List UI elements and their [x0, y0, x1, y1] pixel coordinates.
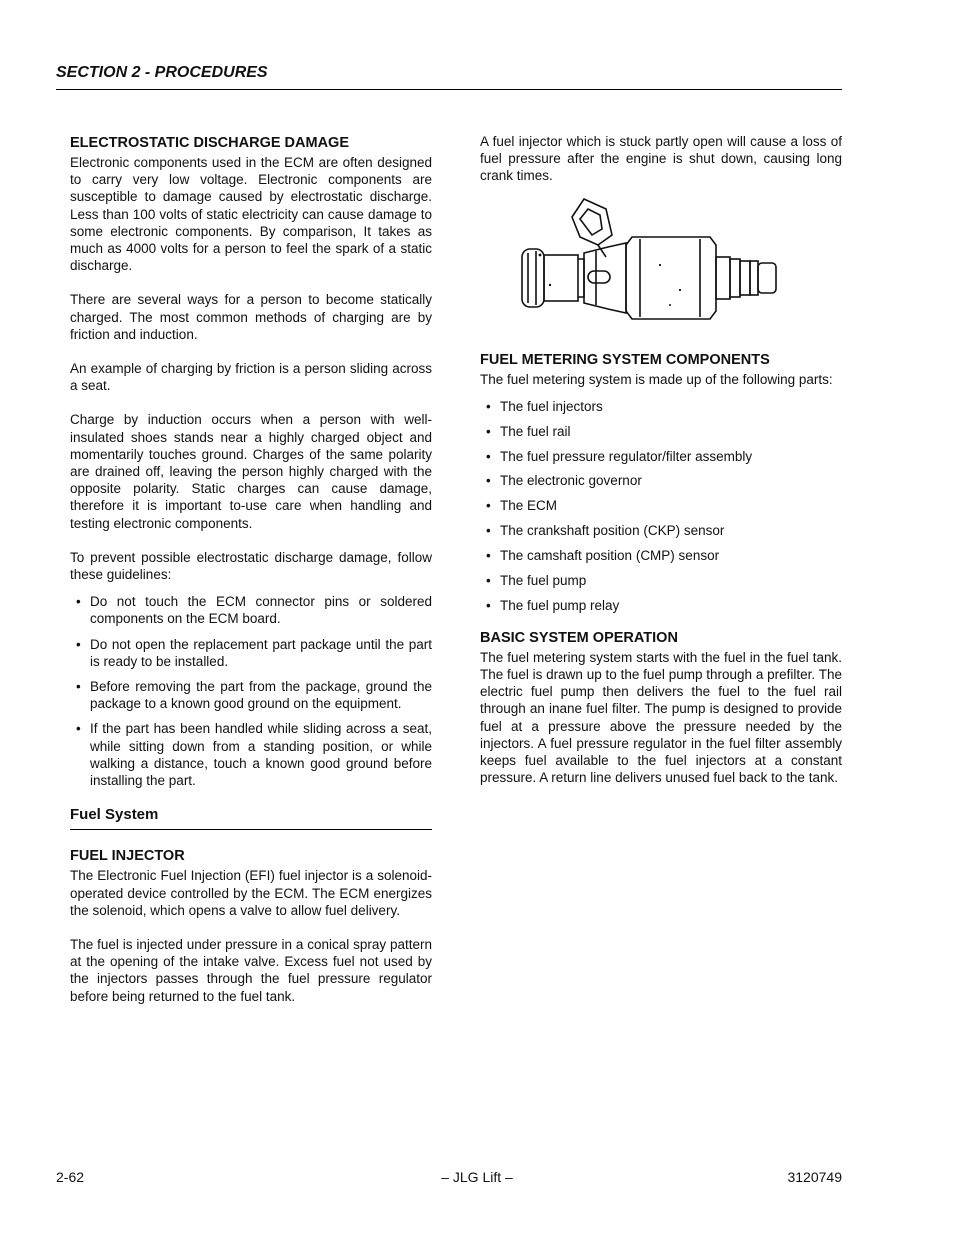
list-item: • The camshaft position (CMP) sensor — [486, 548, 720, 564]
esd-paragraph-4: Charge by induction occurs when a person with well-insulated shoes stands near a highly charged object and momentarily touches ground. Charges of the same polarity are drained off, leaving the person highly charged with the opposite polarity. Static charges can cause damage, therefore it is important to-use care when handling and testing electronic components. — [70, 412, 432, 531]
stuck-injector-paragraph: A fuel injector which is stuck partly open will cause a loss of fuel pressure after the engine is shut down, causing long crank times. — [480, 134, 842, 184]
right-column — [480, 133, 842, 786]
injector-paragraph-2: The fuel is injected under pressure in a conical spray pattern at the opening of the intake valve. Excess fuel not used by the injectors passes through the fuel pressure regulator before being returned to the fuel tank. — [70, 936, 432, 1004]
left-column — [70, 133, 432, 1005]
fuel-injector-heading: FUEL INJECTOR — [70, 848, 185, 865]
esd-heading: ELECTROSTATIC DISCHARGE DAMAGE — [70, 135, 349, 151]
list-item: • The fuel pump — [486, 573, 587, 589]
list-item: • The fuel injectors — [486, 398, 603, 414]
guidelines-list — [70, 593, 432, 789]
list-item: • Before removing the part from the package, ground the package to a known good ground on the equipment. — [76, 679, 432, 712]
list-item: • The fuel pump relay — [486, 597, 620, 613]
page-number: 2-62 — [56, 1169, 85, 1185]
fuel-injector-illustration — [480, 195, 842, 335]
esd-paragraph-2: There are several ways for a person to become statically charged. The most common methods of charging are by friction and induction. — [70, 292, 432, 342]
metering-intro: The fuel metering system is made up of the following parts: — [480, 371, 833, 387]
list-item: • The crankshaft position (CKP) sensor — [486, 523, 725, 539]
list-item: • Do not touch the ECM connector pins or soldered components on the ECM board. — [76, 594, 432, 627]
list-item: • The ECM — [486, 498, 558, 514]
fuel-system-title: Fuel System — [70, 806, 159, 824]
header-rule — [56, 89, 842, 90]
injector-paragraph-1: The Electronic Fuel Injection (EFI) fuel injector is a solenoid-operated device controlled by the ECM. The ECM energizes the solenoid, which opens a valve to allow fuel delivery. — [70, 868, 432, 918]
basic-operation-paragraph: The fuel metering system starts with the fuel in the fuel tank. The fuel is drawn up to the fuel pump through a prefilter. The electric fuel pump then delivers the fuel to the fuel rail through an inane fuel filter. The pump is designed to provide fuel at a pressure above the pressure needed by the injectors. A fuel pressure regulator in the fuel filter assembly keeps fuel available to the fuel injectors at a constant pressure. A return line delivers unused fuel back to the tank. — [480, 649, 842, 786]
list-item: • The electronic governor — [486, 473, 642, 489]
esd-paragraph-1: Electronic components used in the ECM are often designed to carry very low voltage. Electronic components are susceptible to damage caused by electrostatic discharge. Less than 100 volts of static electricity can cause damage to some electronic components. By comparison, It takes as much as 4000 volts for a person to feel the spark of a static discharge. — [70, 155, 432, 274]
list-item: • The fuel rail — [486, 423, 571, 439]
fuel-metering-heading: FUEL METERING SYSTEM COMPONENTS — [480, 351, 770, 368]
footer-publisher: – JLG Lift – — [441, 1169, 513, 1185]
components-list — [480, 398, 842, 614]
list-item: • Do not open the replacement part package until the part is ready to be installed. — [76, 636, 432, 669]
list-item: • The fuel pressure regulator/filter assembly — [486, 448, 753, 464]
basic-operation-heading: BASIC SYSTEM OPERATION — [480, 629, 678, 646]
list-item: • If the part has been handled while sliding across a seat, while sitting down from a standing position, or while walking a distance, touch a known good ground before installing the part. — [76, 721, 432, 789]
document-number: 3120749 — [787, 1169, 842, 1185]
section-title: SECTION 2 - PROCEDURES — [56, 64, 268, 81]
esd-paragraph-3: An example of charging by friction is a person sliding across a seat. — [70, 361, 432, 394]
esd-paragraph-5: To prevent possible electrostatic discharge damage, follow these guidelines: — [70, 549, 432, 583]
